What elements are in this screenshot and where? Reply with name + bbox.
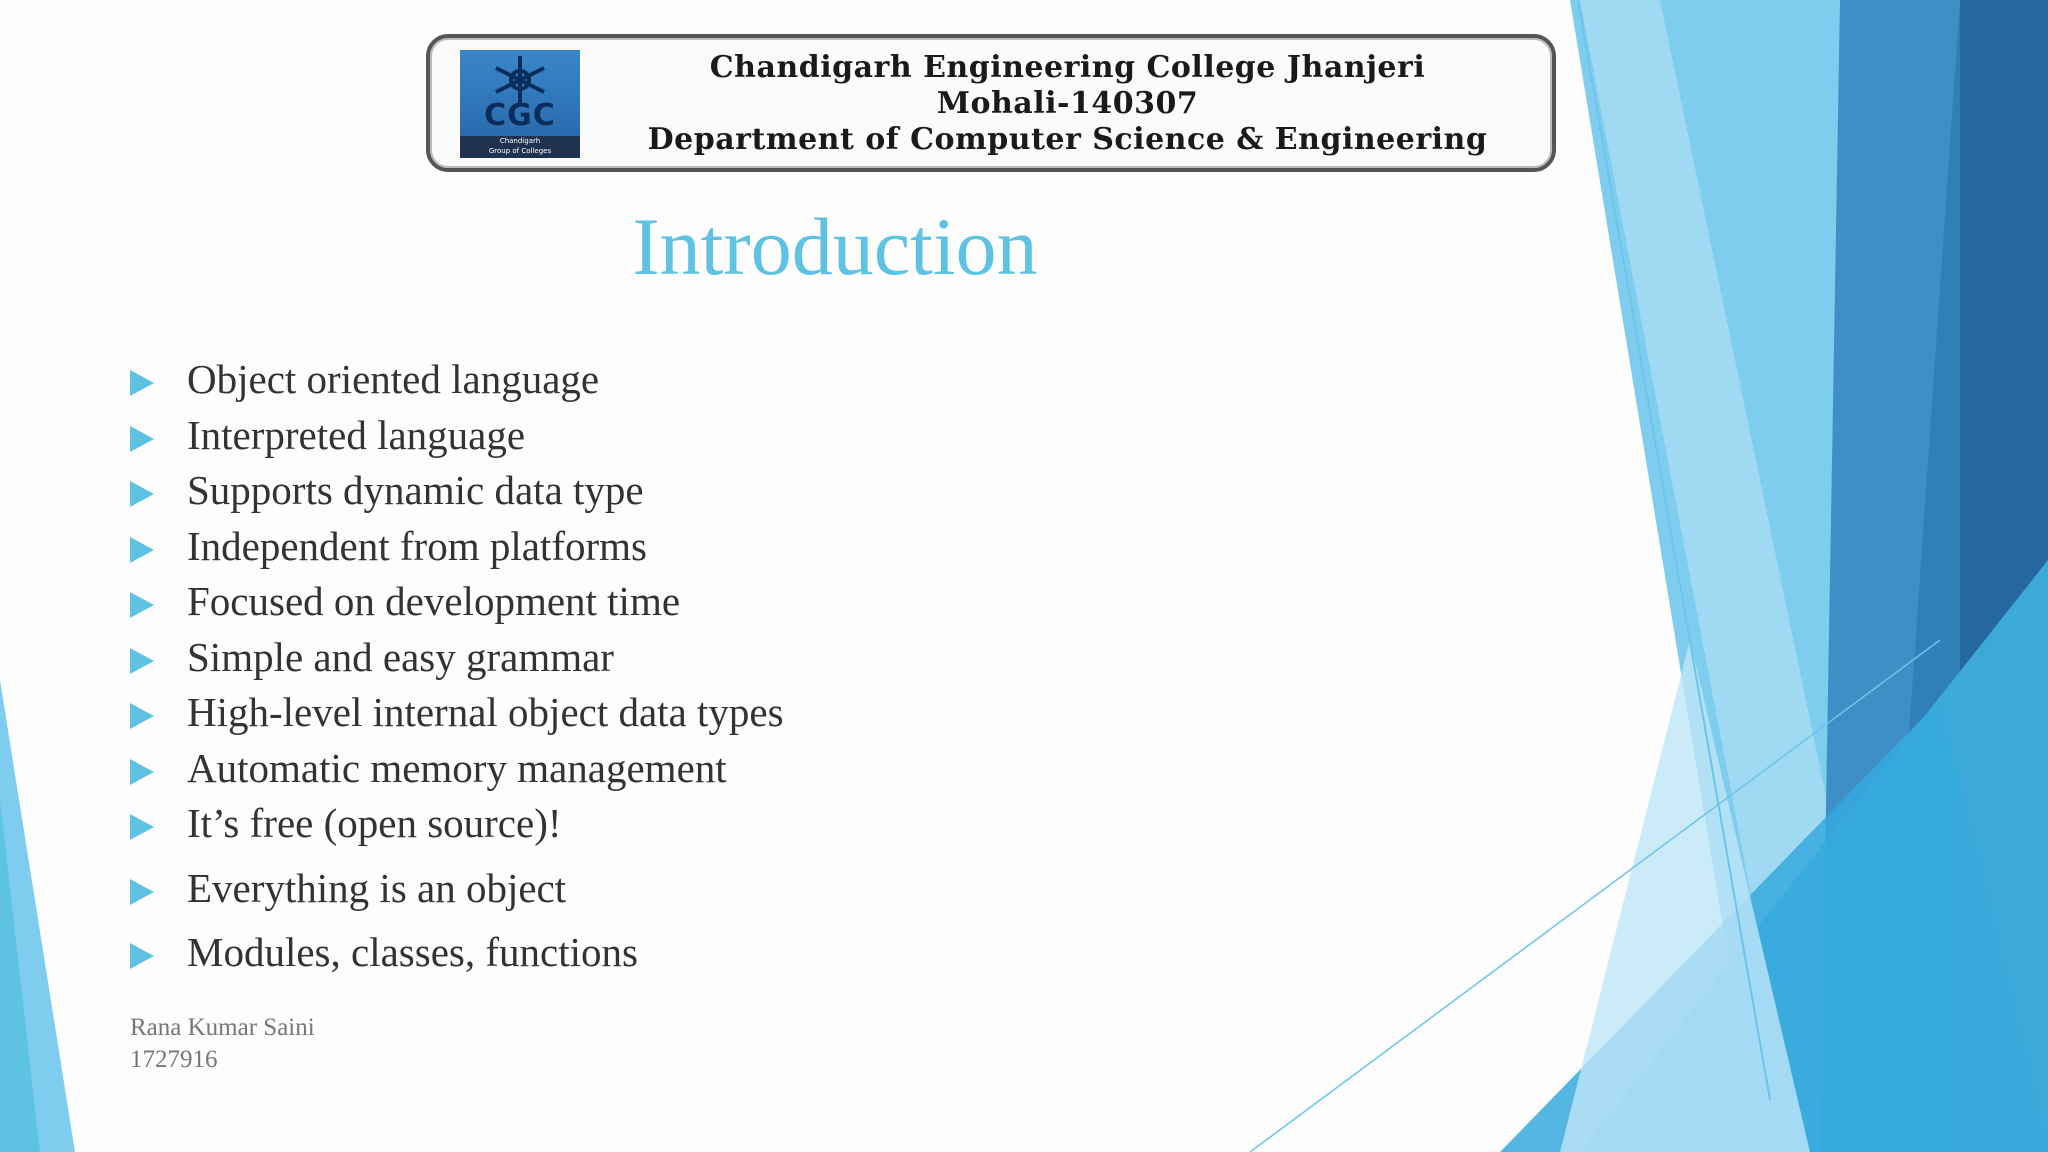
triangle-bullet-icon (130, 370, 154, 396)
triangle-bullet-icon (130, 537, 154, 563)
triangle-bullet-icon (130, 426, 154, 452)
triangle-bullet-icon (130, 879, 154, 905)
author-id: 1727916 (130, 1046, 218, 1073)
college-address: Mohali-140307 (936, 86, 1199, 121)
author-name: Rana Kumar Saini (130, 1014, 315, 1041)
triangle-bullet-icon (130, 592, 154, 618)
logo-text: CGC (484, 98, 556, 133)
slide-title: Introduction (632, 201, 1038, 292)
college-header-banner (426, 34, 1556, 172)
triangle-bullet-icon (130, 648, 154, 674)
department-name: Department of Computer Science & Engineering (647, 122, 1488, 157)
triangle-bullet-icon (130, 759, 154, 785)
triangle-bullet-icon (130, 703, 154, 729)
triangle-bullet-icon (130, 481, 154, 507)
logo-subtitle: Chandigarh Group of Colleges (460, 136, 580, 158)
triangle-bullet-icon (130, 814, 154, 840)
cgc-logo (460, 50, 580, 158)
triangle-bullet-icon (130, 943, 154, 969)
college-name: Chandigarh Engineering College Jhanjeri (709, 50, 1426, 85)
